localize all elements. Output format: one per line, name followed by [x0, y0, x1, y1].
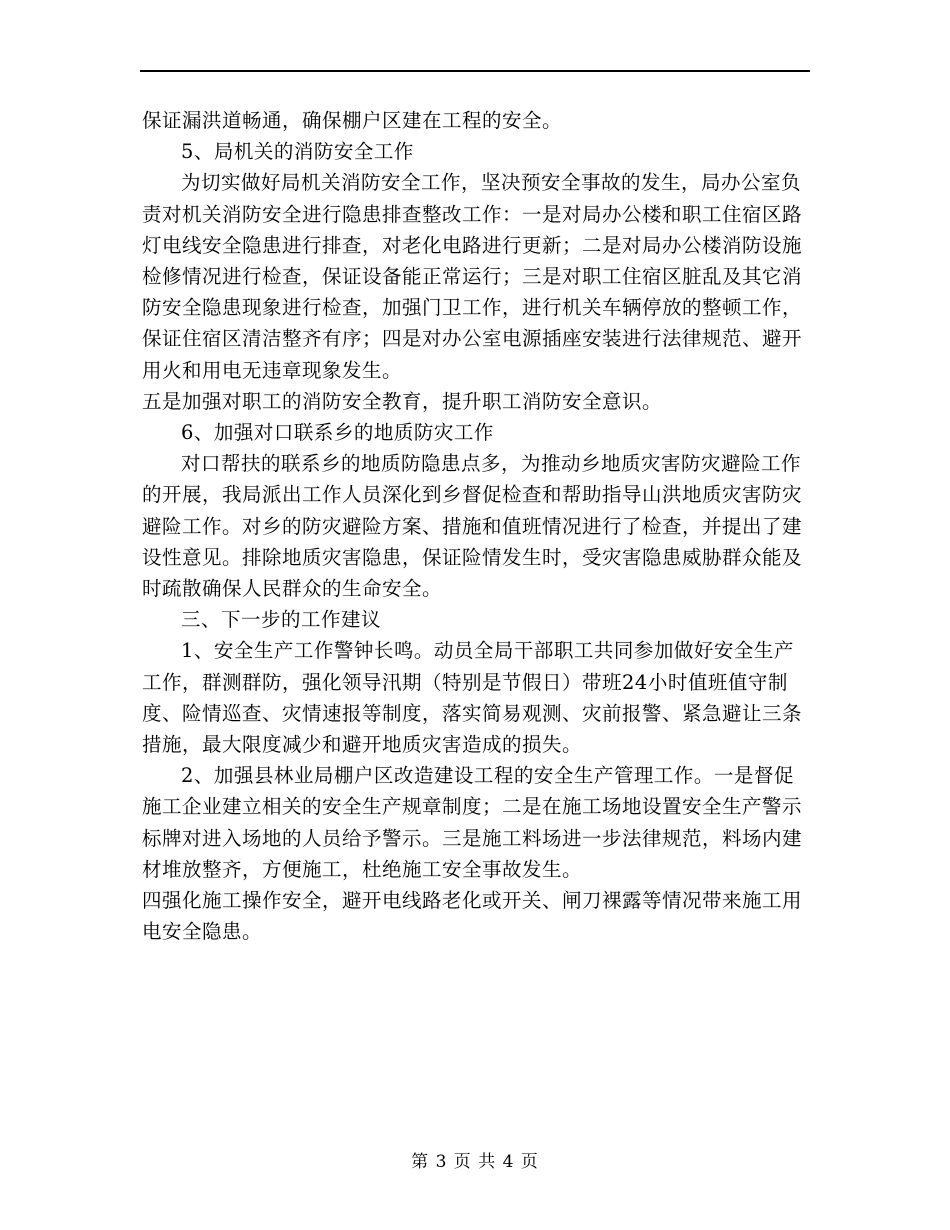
paragraph: 四强化施工操作安全，避开电线路老化或开关、闸刀裸露等情况带来施工用电安全隐患。 [142, 889, 803, 944]
section-heading: 6、加强对口联系乡的地质防灾工作 [181, 421, 494, 445]
paragraph: 为切实做好局机关消防安全工作，坚决预安全事故的发生，局办公室负责对机关消防安全进行隐患排查整改工作：一是对局办公楼和职工住宿区路灯电线安全隐患进行排查，对老化电路进行更新；二是对局办公楼消防设施检修情况进行检查，保证设备能正常运行；三是对职工住宿区脏乱及其它消防安全隐患现象进行检查，加强门卫工作，进行机关车辆停放的整顿工作，保证住宿区清洁整齐有序；四是对办公室电源插座安装进行法律规范、避开用火和用电无违章现象发生。 [142, 171, 803, 382]
paragraph: 1、安全生产工作警钟长鸣。动员全局干部职工共同参加做好安全生产工作，群测群防，强化领导汛期（特别是节假日）带班24小时值班值守制度、险情巡查、灾情速报等制度，落实简易观测、灾前报警、紧急避让三条措施，最大限度减少和避开地质灾害造成的损失。 [142, 639, 803, 757]
header-rule [140, 70, 810, 72]
paragraph: 五是加强对职工的消防安全教育，提升职工消防安全意识。 [142, 389, 663, 413]
paragraph: 对口帮扶的联系乡的地质防隐患点多，为推动乡地质灾害防灾避险工作的开展，我局派出工作人员深化到乡督促检查和帮助指导山洪地质灾害防灾避险工作。对乡的防灾避险方案、措施和值班情况进行了检查，并提出了建设性意见。排除地质灾害隐患，保证险情发生时，受灾害隐患威胁群众能及时疏散确保人民群众的生命安全。 [142, 452, 803, 601]
paragraph: 2、加强县林业局棚户区改造建设工程的安全生产管理工作。一是督促施工企业建立相关的安全生产规章制度；二是在施工场地设置安全生产警示标牌对进入场地的人员给予警示。三是施工料场进一步法律规范，料场内建材堆放整齐，方便施工，杜绝施工安全事故发生。 [142, 764, 803, 881]
page-number-footer: 第 3 页 共 4 页 [411, 1152, 539, 1172]
section-heading: 三、下一步的工作建议 [181, 608, 382, 632]
paragraph: 保证漏洪道畅通，确保棚户区建在工程的安全。 [142, 109, 563, 132]
body-text [142, 105, 810, 947]
section-heading: 5、局机关的消防安全工作 [181, 140, 414, 164]
